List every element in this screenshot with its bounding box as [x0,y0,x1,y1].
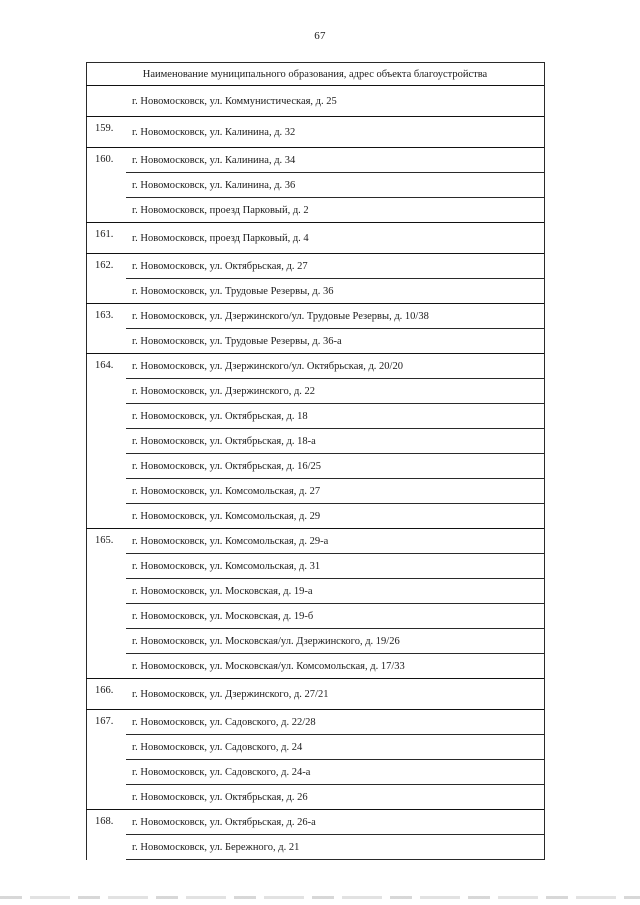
page-number: 67 [314,30,326,42]
address-cell: г. Новомосковск, ул. Октябрьская, д. 26 [126,785,544,810]
row-number: 161. [86,223,126,254]
table-row [86,379,544,404]
address-cell: г. Новомосковск, ул. Садовского, д. 22/28 [126,710,544,735]
table-row [86,654,544,679]
address-cell: г. Новомосковск, проезд Парковый, д. 2 [126,198,544,223]
address-cell: г. Новомосковск, ул. Комсомольская, д. 29-а [126,529,544,554]
table-row [86,454,544,479]
table-row [86,810,544,835]
table-row [86,429,544,454]
table-row [86,554,544,579]
address-cell: г. Новомосковск, ул. Садовского, д. 24 [126,735,544,760]
table-row [86,198,544,223]
table-row [86,117,544,148]
table-row [86,86,544,117]
scan-edge-artifact [0,896,640,899]
row-number [86,86,126,117]
address-cell: г. Новомосковск, ул. Калинина, д. 32 [126,117,544,148]
table-row [86,329,544,354]
table-row [86,529,544,554]
table-row [86,223,544,254]
table-row [86,785,544,810]
table-row [86,835,544,860]
table-row [86,173,544,198]
table-row [86,279,544,304]
address-cell: г. Новомосковск, ул. Дзержинского/ул. Октябрьская, д. 20/20 [126,354,544,379]
address-cell: г. Новомосковск, ул. Октябрьская, д. 16/25 [126,454,544,479]
address-cell: г. Новомосковск, ул. Комсомольская, д. 27 [126,479,544,504]
table-body [86,86,544,860]
row-number: 165. [86,529,126,679]
table-row [86,254,544,279]
table-row [86,604,544,629]
row-number: 167. [86,710,126,810]
table-row [86,304,544,329]
address-cell: г. Новомосковск, ул. Комсомольская, д. 29 [126,504,544,529]
table-header-row [86,63,544,86]
address-cell: г. Новомосковск, проезд Парковый, д. 4 [126,223,544,254]
address-cell: г. Новомосковск, ул. Московская/ул. Комсомольская, д. 17/33 [126,654,544,679]
address-cell: г. Новомосковск, ул. Комсомольская, д. 31 [126,554,544,579]
table-row [86,629,544,654]
address-cell: г. Новомосковск, ул. Октябрьская, д. 18 [126,404,544,429]
table-row [86,760,544,785]
table-row [86,354,544,379]
row-number: 166. [86,679,126,710]
table-row [86,579,544,604]
address-cell: г. Новомосковск, ул. Дзержинского, д. 27/21 [126,679,544,710]
row-number: 163. [86,304,126,354]
address-cell: г. Новомосковск, ул. Дзержинского/ул. Трудовые Резервы, д. 10/38 [126,304,544,329]
table-row [86,735,544,760]
address-cell: г. Новомосковск, ул. Трудовые Резервы, д. 36-а [126,329,544,354]
row-number: 159. [86,117,126,148]
address-cell: г. Новомосковск, ул. Садовского, д. 24-а [126,760,544,785]
table-header: Наименование муниципального образования, адрес объекта благоустройства [86,63,544,86]
address-cell: г. Новомосковск, ул. Московская/ул. Дзержинского, д. 19/26 [126,629,544,654]
table-row [86,504,544,529]
table-right-border [544,62,545,860]
table-row [86,710,544,735]
table-row [86,148,544,173]
address-cell: г. Новомосковск, ул. Московская, д. 19-б [126,604,544,629]
table-row [86,679,544,710]
address-cell: г. Новомосковск, ул. Калинина, д. 34 [126,148,544,173]
row-number: 164. [86,354,126,529]
address-cell: г. Новомосковск, ул. Трудовые Резервы, д. 36 [126,279,544,304]
row-number: 168. [86,810,126,860]
address-cell: г. Новомосковск, ул. Октябрьская, д. 27 [126,254,544,279]
row-number: 162. [86,254,126,304]
address-table [86,62,544,860]
row-number: 160. [86,148,126,223]
address-cell: г. Новомосковск, ул. Калинина, д. 36 [126,173,544,198]
address-cell: г. Новомосковск, ул. Октябрьская, д. 26-а [126,810,544,835]
address-cell: г. Новомосковск, ул. Бережного, д. 21 [126,835,544,860]
address-cell: г. Новомосковск, ул. Дзержинского, д. 22 [126,379,544,404]
table-row [86,404,544,429]
table-row [86,479,544,504]
address-cell: г. Новомосковск, ул. Октябрьская, д. 18-а [126,429,544,454]
address-cell: г. Новомосковск, ул. Коммунистическая, д. 25 [126,86,544,117]
address-cell: г. Новомосковск, ул. Московская, д. 19-а [126,579,544,604]
